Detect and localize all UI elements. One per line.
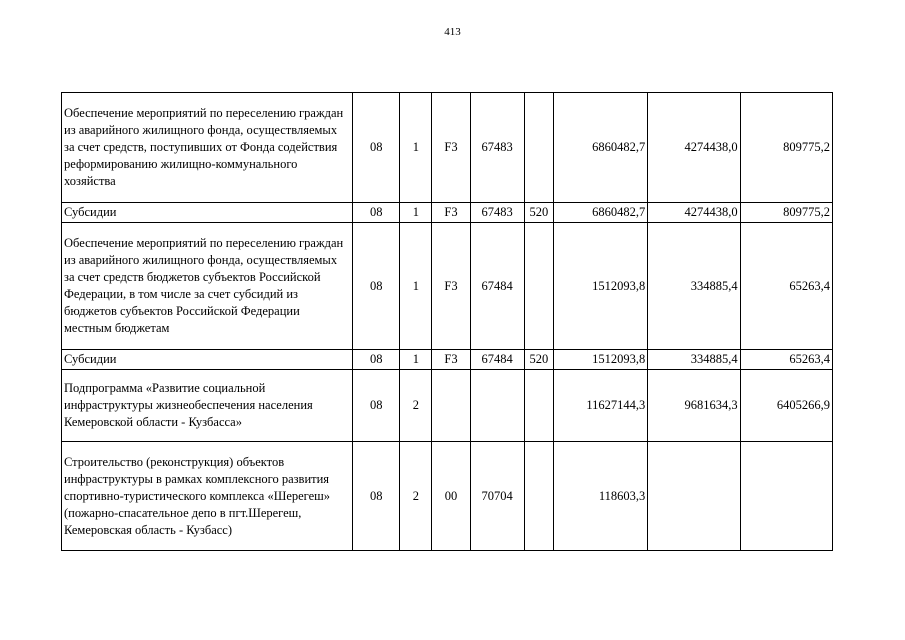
project-code bbox=[432, 370, 470, 442]
subprogram-code: 1 bbox=[400, 93, 432, 203]
expense-type-code: 520 bbox=[524, 350, 553, 370]
row-name: Строительство (реконструкция) объектов инфраструктуры в рамках комплексного развития спортивно-туристического комплекса «Шерегеш» (пожарно-спасательное депо в пгт.Шерегеш, Кемеровская область - Кузбасс) bbox=[62, 442, 353, 551]
sum-1: 6860482,7 bbox=[553, 203, 647, 223]
table-row bbox=[62, 223, 833, 350]
sum-1: 1512093,8 bbox=[553, 350, 647, 370]
page-number: 413 bbox=[444, 26, 461, 38]
sum-1: 6860482,7 bbox=[553, 93, 647, 203]
expense-type-code bbox=[524, 442, 553, 551]
subprogram-code: 1 bbox=[400, 203, 432, 223]
direction-code: 67483 bbox=[470, 203, 524, 223]
table-row bbox=[62, 203, 833, 223]
sum-1: 11627144,3 bbox=[553, 370, 647, 442]
direction-code: 67484 bbox=[470, 350, 524, 370]
sum-2: 4274438,0 bbox=[648, 203, 740, 223]
project-code: F3 bbox=[432, 203, 470, 223]
row-name: Обеспечение мероприятий по переселению граждан из аварийного жилищного фонда, осуществляемых за счет средств бюджетов субъектов Российской Федерации, в том числе за счет субсидий из бюджетов субъектов Российской Федерации местным бюджетам bbox=[62, 223, 353, 350]
sum-3 bbox=[740, 442, 832, 551]
table-row bbox=[62, 370, 833, 442]
direction-code bbox=[470, 370, 524, 442]
sum-3: 6405266,9 bbox=[740, 370, 832, 442]
expense-type-code bbox=[524, 223, 553, 350]
direction-code: 67483 bbox=[470, 93, 524, 203]
sum-1: 1512093,8 bbox=[553, 223, 647, 350]
sum-3: 65263,4 bbox=[740, 223, 832, 350]
direction-code: 67484 bbox=[470, 223, 524, 350]
section-code: 08 bbox=[353, 93, 400, 203]
section-code: 08 bbox=[353, 203, 400, 223]
row-name: Подпрограмма «Развитие социальной инфраструктуры жизнеобеспечения населения Кемеровской области - Кузбасса» bbox=[62, 370, 353, 442]
sum-2: 334885,4 bbox=[648, 350, 740, 370]
expense-type-code bbox=[524, 370, 553, 442]
table-row bbox=[62, 350, 833, 370]
section-code: 08 bbox=[353, 442, 400, 551]
project-code: F3 bbox=[432, 93, 470, 203]
subprogram-code: 2 bbox=[400, 370, 432, 442]
table-row bbox=[62, 93, 833, 203]
sum-2 bbox=[648, 442, 740, 551]
expense-type-code bbox=[524, 93, 553, 203]
section-code: 08 bbox=[353, 370, 400, 442]
row-name: Обеспечение мероприятий по переселению граждан из аварийного жилищного фонда, осуществляемых за счет средств, поступивших от Фонда содействия реформированию жилищно-коммунального хозяйства bbox=[62, 93, 353, 203]
project-code: 00 bbox=[432, 442, 470, 551]
project-code: F3 bbox=[432, 223, 470, 350]
expense-type-code: 520 bbox=[524, 203, 553, 223]
subprogram-code: 2 bbox=[400, 442, 432, 551]
row-name: Субсидии bbox=[62, 203, 353, 223]
sum-3: 65263,4 bbox=[740, 350, 832, 370]
table-row bbox=[62, 442, 833, 551]
budget-table bbox=[61, 92, 833, 551]
section-code: 08 bbox=[353, 223, 400, 350]
sum-1: 118603,3 bbox=[553, 442, 647, 551]
sum-3: 809775,2 bbox=[740, 93, 832, 203]
project-code: F3 bbox=[432, 350, 470, 370]
direction-code: 70704 bbox=[470, 442, 524, 551]
sum-2: 4274438,0 bbox=[648, 93, 740, 203]
sum-3: 809775,2 bbox=[740, 203, 832, 223]
subprogram-code: 1 bbox=[400, 350, 432, 370]
sum-2: 334885,4 bbox=[648, 223, 740, 350]
section-code: 08 bbox=[353, 350, 400, 370]
sum-2: 9681634,3 bbox=[648, 370, 740, 442]
subprogram-code: 1 bbox=[400, 223, 432, 350]
row-name: Субсидии bbox=[62, 350, 353, 370]
